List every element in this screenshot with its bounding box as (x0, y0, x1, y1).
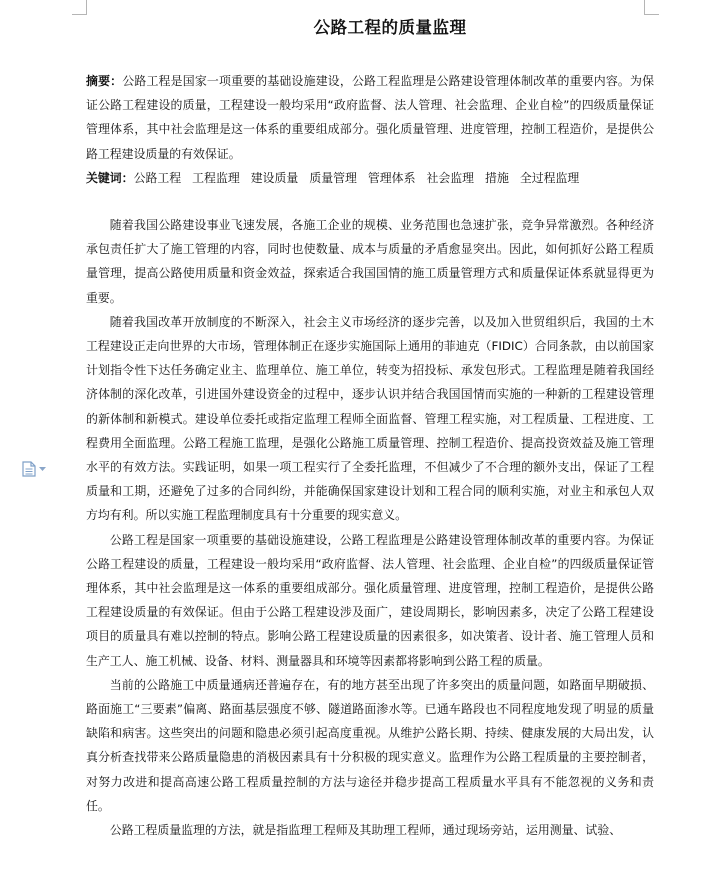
page-corner-mark-right (644, 0, 659, 15)
abstract-label: 摘要： (86, 74, 123, 88)
keywords (86, 166, 654, 190)
document-options-button[interactable] (22, 460, 52, 478)
keyword: 质量管理 (309, 170, 357, 185)
keyword: 社会监理 (426, 170, 475, 185)
body-paragraph: 随着我国改革开放制度的不断深入，社会主义市场经济的逐步完善，以及加入世贸组织后，我国的土木工程建设正走向世界的大市场，管理体制正在逐步实施国际上通用的菲迪克（FIDIC）合同条款，由以前国家计划指令性下达任务确定业主、监理单位、施工单位，转变为招投标、承发包形式。工程监理是随着我国经济体制的深化改革，引进国外建设资金的过程中，逐步认识并结合我国国情而实施的一种新的工程建设管理的新体制和新模式。建设单位委托或指定监理工程师全面监督、管理工程实施，对工程质量、工程进度、工程费用全面监理。公路工程施工监理，是强化公路施工质量管理、控制工程造价、提高投资效益及施工管理水平的有效方法。实践证明，如果一项工程实行了全委托监理，不但减少了不合理的额外支出，保证了工程质量和工期，还避免了过多的合同纠纷，并能确保国家建设计划和工程合同的顺利实施，对业主和承包人双方均有利。所以实施工程监理制度具有十分重要的现实意义。 (86, 314, 654, 523)
document-body (86, 69, 654, 842)
keyword: 公路工程 (133, 170, 182, 185)
keyword: 全过程监理 (519, 170, 580, 185)
body-paragraph: 当前的公路施工中质量通病还普遍存在，有的地方甚至出现了许多突出的质量问题，如路面早期破损、路面施工“三要素”偏离、路面基层强度不够、隧道路面渗水等。已通车路段也不同程度地发现了明显的质量缺陷和病害。这些突出的问题和隐患必须引起高度重视。从维护公路长期、持续、健康发展的大局出发，认真分析查找带来公路质量隐患的消极因素具有十分积极的现实意义。监理作为公路工程质量的主要控制者，对努力改进和提高高速公路工程质量控制的方法与途径并稳步提高工程质量水平具有不能忽视的义务和责任。 (86, 677, 654, 813)
abstract (86, 69, 654, 166)
document-icon (22, 461, 36, 477)
body-paragraph: 公路工程是国家一项重要的基础设施建设，公路工程监理是公路建设管理体制改革的重要内容。为保证公路工程建设的质量，工程建设一般均采用“政府监督、法人管理、社会监理、企业自检”的四级质量保证管理体系，其中社会监理是这一体系的重要组成部分。强化质量管理、进度管理，控制工程造价，是提供公路工程建设质量的有效保证。但由于公路工程建设涉及面广，建设周期长，影响因素多，决定了公路工程建设项目的质量具有难以控制的特点。影响公路工程建设质量的因素很多，如决策者、设计者、施工管理人员和生产工人、施工机械、设备、材料、测量器具和环境等因素都将影响到公路工程的质量。 (86, 532, 654, 668)
blank-line (86, 190, 654, 213)
keywords-label: 关键词： (86, 170, 134, 185)
abstract-text: 公路工程是国家一项重要的基础设施建设，公路工程监理是公路建设管理体制改革的重要内容。为保证公路工程建设的质量，工程建设一般均采用“政府监督、法人管理、社会监理、企业自检”的四级质量保证管理体系，其中社会监理是这一体系的重要组成部分。强化质量管理、进度管理，控制工程造价，是提供公路工程建设质量的有效保证。 (86, 74, 654, 161)
body-paragraph: 随着我国公路建设事业飞速发展，各施工企业的规模、业务范围也急速扩张，竞争异常激烈。各种经济承包责任扩大了施工管理的内容，同时也使数量、成本与质量的矛盾愈显突出。因此，如何抓好公路工程质量管理，提高公路使用质量和资金效益，探索适合我国国情的施工质量管理方式和质量保证体系就显得更为重要。 (86, 218, 654, 305)
keyword: 建设质量 (250, 170, 299, 185)
document-title: 公路工程的质量监理 (313, 18, 467, 37)
chevron-down-icon (39, 467, 46, 472)
keyword: 措施 (485, 170, 509, 185)
keyword: 管理体系 (367, 170, 416, 185)
body-paragraph: 公路工程质量监理的方法，就是指监理工程师及其助理工程师，通过现场旁站，运用测量、试验、 (109, 823, 622, 838)
page-corner-mark-left (72, 0, 87, 15)
keyword: 工程监理 (192, 170, 240, 185)
